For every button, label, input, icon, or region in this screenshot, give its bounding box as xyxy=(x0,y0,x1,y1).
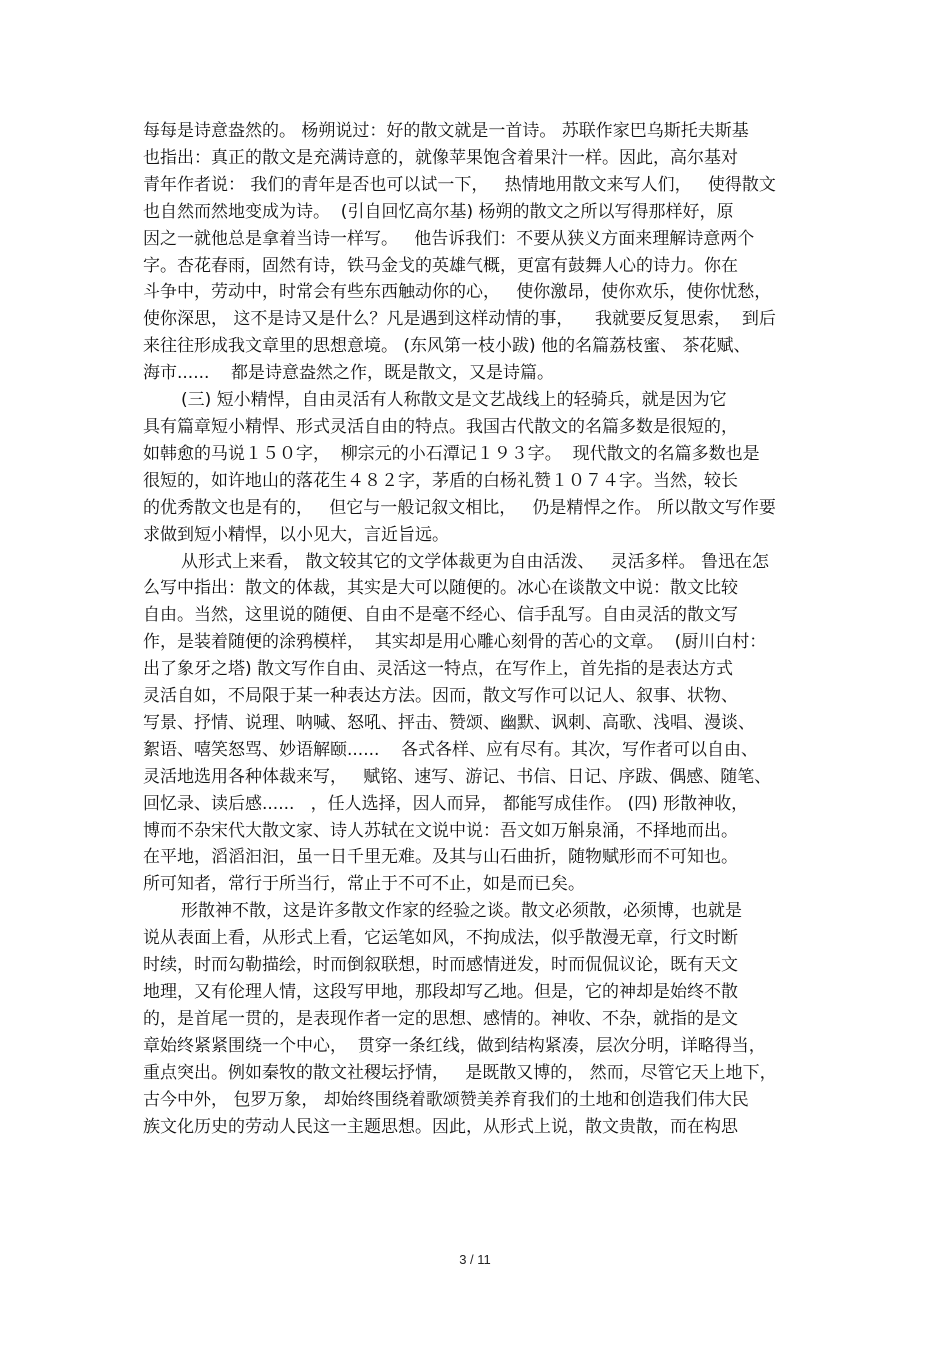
text-line: 使你深思， 这不是诗又是什么？凡是遇到这样动情的事， 我就要反复思索， 到后 xyxy=(143,309,776,330)
page-number: 3 / 11 xyxy=(459,1252,491,1267)
text-line: 每每是诗意盎然的。 杨朔说过：好的散文就是一首诗。 苏联作家巴乌斯托夫斯基 xyxy=(143,121,749,141)
text-line: 字。杏花春雨，固然有诗，铁马金戈的英雄气概，更富有鼓舞人心的诗力。你在 xyxy=(143,255,738,276)
text-line: 从形式上来看， 散文较其它的文学体裁更为自由活泼、 灵活多样。 鲁迅在怎 xyxy=(181,551,770,572)
text-line: 说从表面上看，从形式上看，它运笔如风，不拘成法，似乎散漫无章，行文时断 xyxy=(143,928,738,949)
body-text xyxy=(143,118,823,1140)
text-line: 时续，时而勾勒描绘，时而倒叙联想，时而感情迸发，时而侃侃议论，既有天文 xyxy=(143,955,738,976)
text-line: 章始终紧紧围绕一个中心， 贯穿一条红线，做到结构紧凑，层次分明，详略得当， xyxy=(143,1035,766,1056)
text-line: 如韩愈的马说１５０字， 柳宗元的小石潭记１９３字。 现代散文的名篇多数也是 xyxy=(143,443,760,464)
text-line: 重点突出。例如秦牧的散文社稷坛抒情， 是既散又博的， 然而，尽管它天上地下， xyxy=(143,1062,777,1083)
text-line: 作，是装着随便的涂鸦模样， 其实却是用心雕心刻骨的苦心的文章。 (厨川白村： xyxy=(143,632,767,653)
text-line: 絮语、嘻笑怒骂、妙语解颐...... 各式各样、应有尽有。其次，写作者可以自由、 xyxy=(143,739,759,760)
text-line: (三) 短小精悍，自由灵活有人称散文是文艺战线上的轻骑兵，就是因为它 xyxy=(181,390,727,411)
text-line: 斗争中，劳动中，时常会有些东西触动你的心， 使你激昂，使你欢乐，使你忧愁， xyxy=(143,282,772,303)
text-line: 也指出：真正的散文是充满诗意的，就像苹果饱含着果汁一样。因此，高尔基对 xyxy=(143,147,738,168)
text-line: 灵活地选用各种体裁来写， 赋铭、速写、游记、书信、日记、序跋、偶感、随笔、 xyxy=(143,766,772,787)
text-line: 来往往形成我文章里的思想意境。 (东风第一枝小跋) 他的名篇荔枝蜜、 茶花赋、 xyxy=(143,336,751,357)
text-line: 回忆录、读后感...... ，任人选择，因人而异， 都能写成佳作。 (四) 形散神收， xyxy=(143,793,749,814)
text-line: 的，是首尾一贯的，是表现作者一定的思想、感情的。神收、不杂，就指的是文 xyxy=(143,1008,738,1029)
text-line: 地理，又有伦理人情，这段写甲地，那段却写乙地。但是，它的神却是始终不散 xyxy=(143,982,738,1002)
text-line: 具有篇章短小精悍、形式灵活自由的特点。我国古代散文的名篇多数是很短的， xyxy=(143,416,738,437)
text-line: 形散神不散，这是许多散文作家的经验之谈。散文必须散，必须博，也就是 xyxy=(181,901,742,922)
text-line: 海市...... 都是诗意盎然之作，既是散文，又是诗篇。 xyxy=(143,363,555,384)
text-line: 么写中指出：散文的体裁，其实是大可以随便的。冰心在谈散文中说：散文比较 xyxy=(143,578,738,599)
text-line: 所可知者，常行于所当行，常止于不可不止，如是而已矣。 xyxy=(143,874,585,895)
text-line: 求做到短小精悍，以小见大，言近旨远。 xyxy=(143,524,449,545)
text-line: 灵活自如，不局限于某一种表达方法。因而，散文写作可以记人、叙事、状物、 xyxy=(143,686,738,707)
text-line: 族文化历史的劳动人民这一主题思想。因此，从形式上说，散文贵散，而在构思 xyxy=(143,1116,738,1137)
text-line: 因之一就他总是拿着当诗一样写。 他告诉我们：不要从狭义方面来理解诗意两个 xyxy=(143,228,755,249)
text-line: 青年作者说： 我们的青年是否也可以试一下， 热情地用散文来写人们， 使得散文 xyxy=(143,174,776,195)
text-line: 自由。当然，这里说的随便、自由不是毫不经心、信手乱写。自由灵活的散文写 xyxy=(143,605,738,626)
text-line: 在平地，滔滔汩汩，虽一日千里无难。及其与山石曲折，随物赋形而不可知也。 xyxy=(143,847,738,868)
text-line: 的优秀散文也是有的， 但它与一般记叙文相比， 仍是精悍之作。 所以散文写作要 xyxy=(143,497,776,518)
text-line: 很短的，如许地山的落花生４８２字，茅盾的白杨礼赞１０７４字。当然，较长 xyxy=(143,470,738,491)
text-line: 写景、抒情、说理、呐喊、怒吼、抨击、赞颂、幽默、讽刺、高歌、浅唱、漫谈、 xyxy=(143,712,755,733)
text-line: 古今中外， 包罗万象， 却始终围绕着歌颂赞美养育我们的土地和创造我们伟大民 xyxy=(143,1089,749,1110)
text-line: 也自然而然地变成为诗。 (引自回忆高尔基) 杨朔的散文之所以写得那样好，原 xyxy=(143,201,734,222)
text-line: 出了象牙之塔) 散文写作自由、灵活这一特点，在写作上，首先指的是表达方式 xyxy=(143,659,734,680)
text-line: 博而不杂宋代大散文家、诗人苏轼在文说中说：吾文如万斛泉涌，不择地而出。 xyxy=(143,820,738,841)
